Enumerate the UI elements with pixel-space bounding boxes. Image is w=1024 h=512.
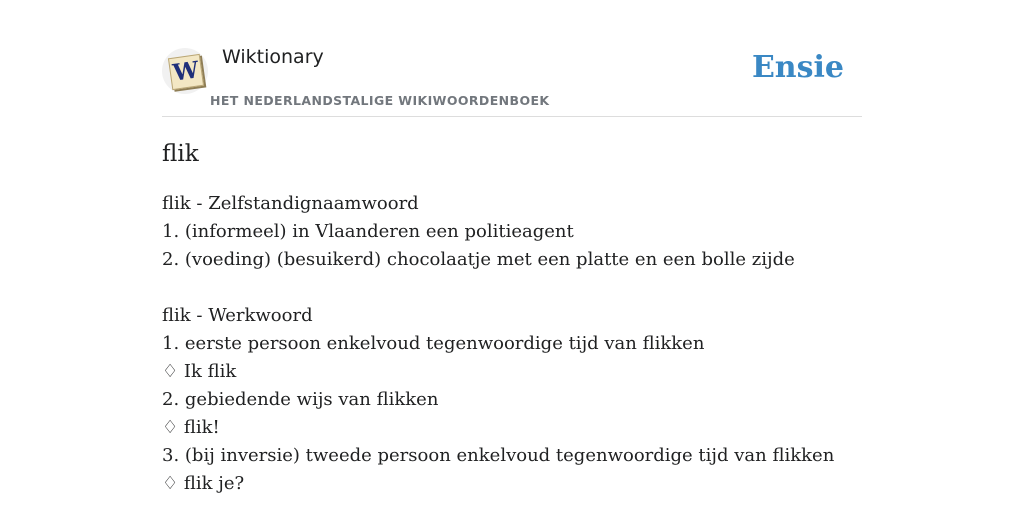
definition-line: 2. gebiedende wijs van flikken [162, 389, 439, 410]
definition-line: 1. eerste persoon enkelvoud tegenwoordige tijd van flikken [162, 333, 705, 354]
example-line: ♢ flik! [162, 417, 220, 438]
site-header [162, 40, 862, 117]
section-noun [162, 190, 862, 274]
section-heading: flik - Werkwoord [162, 305, 313, 326]
ensie-brand-link[interactable]: Ensie [751, 50, 844, 85]
section-spacer [162, 274, 862, 302]
entry-content [162, 138, 862, 498]
site-name[interactable]: Wiktionary [222, 46, 324, 68]
logo-tile-icon: W [168, 54, 204, 90]
page-title: flik [162, 141, 199, 167]
section-heading: flik - Zelfstandignaamwoord [162, 193, 419, 214]
wiktionary-logo[interactable] [162, 48, 208, 94]
site-tagline: HET NEDERLANDSTALIGE WIKIWOORDENBOEK [210, 93, 550, 108]
definition-line: 1. (informeel) in Vlaanderen een politieagent [162, 221, 574, 242]
example-line: ♢ Ik flik [162, 361, 237, 382]
definition-line: 2. (voeding) (besuikerd) chocolaatje met een platte en een bolle zijde [162, 249, 795, 270]
definition-line: 3. (bij inversie) tweede persoon enkelvoud tegenwoordige tijd van flikken [162, 445, 835, 466]
example-line: ♢ flik je? [162, 473, 245, 494]
section-verb [162, 302, 862, 498]
